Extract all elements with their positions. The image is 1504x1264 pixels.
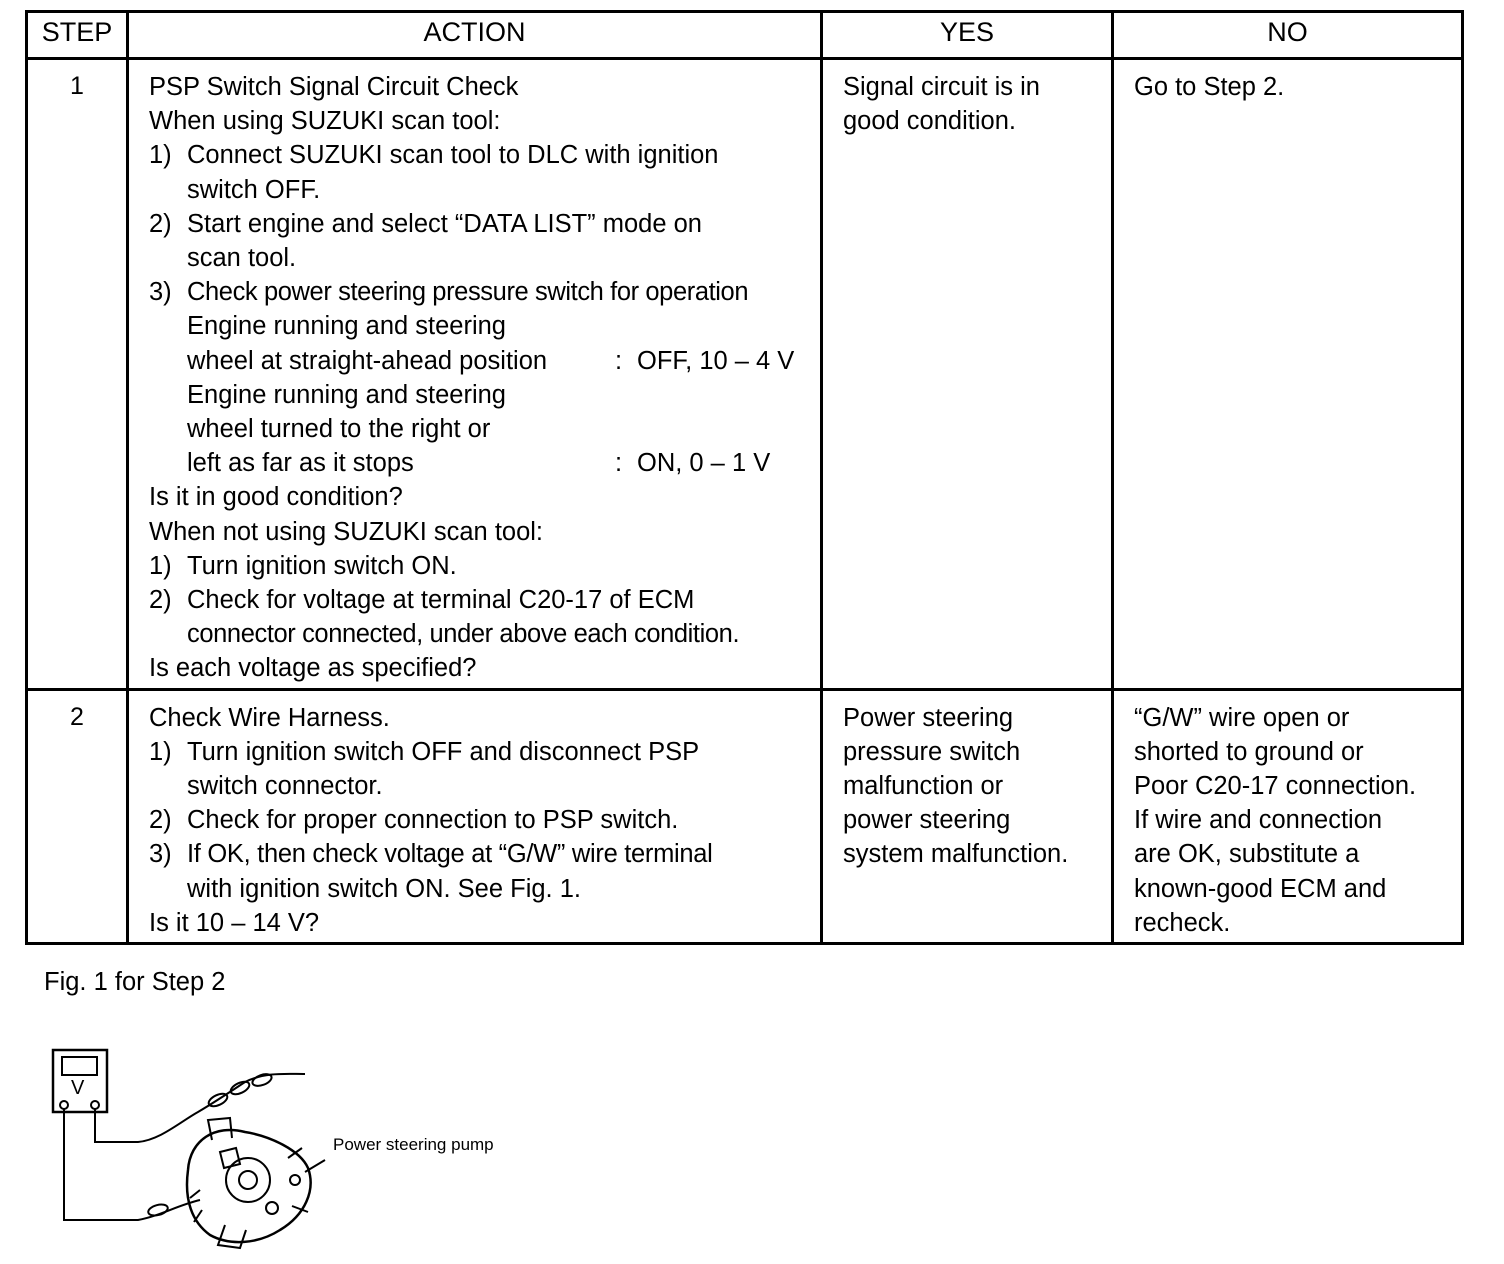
list-item: 3) Check power steering pressure switch for operation — [149, 278, 749, 307]
power-steering-pump-icon — [187, 1118, 325, 1248]
action-cell — [128, 59, 822, 690]
list-item: 1) Turn ignition switch ON. — [149, 551, 457, 580]
spec-value: OFF, 10 – 4 V — [637, 346, 795, 375]
header-step: STEP — [27, 12, 128, 59]
condition-line: Engine running and steering — [187, 312, 506, 341]
list-item-continuation: connector connected, under above each condition. — [187, 620, 740, 649]
header-no: NO — [1113, 12, 1463, 59]
list-item-continuation: scan tool. — [187, 244, 297, 273]
spec-value: ON, 0 – 1 V — [637, 449, 771, 478]
pump-label: Power steering pump — [333, 1135, 494, 1154]
header-row — [27, 12, 1463, 59]
condition-spec: left as far as it stops : ON, 0 – 1 V — [149, 446, 812, 480]
step-number: 1 — [27, 59, 128, 690]
list-item-continuation: with ignition switch ON. See Fig. 1. — [187, 874, 581, 903]
list-item: 1) Connect SUZUKI scan tool to DLC with ignition — [149, 141, 719, 170]
question: Is each voltage as specified? — [149, 654, 477, 683]
list-item: 1) Turn ignition switch OFF and disconnect PSP — [149, 737, 700, 766]
step-number: 2 — [27, 689, 128, 943]
action-title: PSP Switch Signal Circuit Check — [149, 73, 519, 101]
list-item-continuation: switch OFF. — [187, 175, 321, 204]
list-item: 2) Start engine and select “DATA LIST” mode on — [149, 209, 702, 238]
action-title: Check Wire Harness. — [149, 703, 390, 732]
no-cell: Go to Step 2. — [1113, 59, 1463, 690]
no-scan-tool-heading: When not using SUZUKI scan tool: — [149, 517, 544, 546]
probe-terminal-right — [91, 1101, 99, 1109]
question: Is it in good condition? — [149, 483, 403, 512]
yes-cell: Power steering pressure switch malfunction or power steering system malfunction. — [822, 689, 1113, 943]
list-item: 2) Check for voltage at terminal C20-17 of ECM — [149, 586, 695, 615]
scan-tool-heading: When using SUZUKI scan tool: — [149, 107, 501, 136]
question: Is it 10 – 14 V? — [149, 908, 320, 937]
list-item: 3) If OK, then check voltage at “G/W” wire terminal — [149, 840, 713, 869]
header-yes: YES — [822, 12, 1113, 59]
header-action: ACTION — [128, 12, 822, 59]
condition-line: Engine running and steering — [187, 380, 506, 409]
table-row-step-2 — [27, 689, 1463, 943]
voltmeter-display — [62, 1057, 97, 1075]
figure-caption: Fig. 1 for Step 2 — [44, 968, 226, 996]
table-row-step-1 — [27, 59, 1463, 690]
yes-cell: Signal circuit is in good condition. — [822, 59, 1113, 690]
action-cell — [128, 689, 822, 943]
list-item-continuation: switch connector. — [187, 772, 383, 801]
condition-line: wheel turned to the right or — [187, 415, 491, 444]
no-cell: “G/W” wire open or shorted to ground or Poor C20-17 connection. If wire and connection are OK, substitute a known-good ECM and recheck. — [1113, 689, 1463, 943]
list-item: 2) Check for proper connection to PSP switch. — [149, 806, 679, 835]
condition-spec: wheel at straight-ahead position : OFF, 10 – 4 V — [149, 344, 812, 378]
meter-unit-letter: V — [71, 1077, 85, 1099]
probe-terminal-left — [60, 1101, 68, 1109]
voltmeter-pump-illustration — [40, 1040, 340, 1255]
diagnostic-table — [25, 10, 1464, 945]
